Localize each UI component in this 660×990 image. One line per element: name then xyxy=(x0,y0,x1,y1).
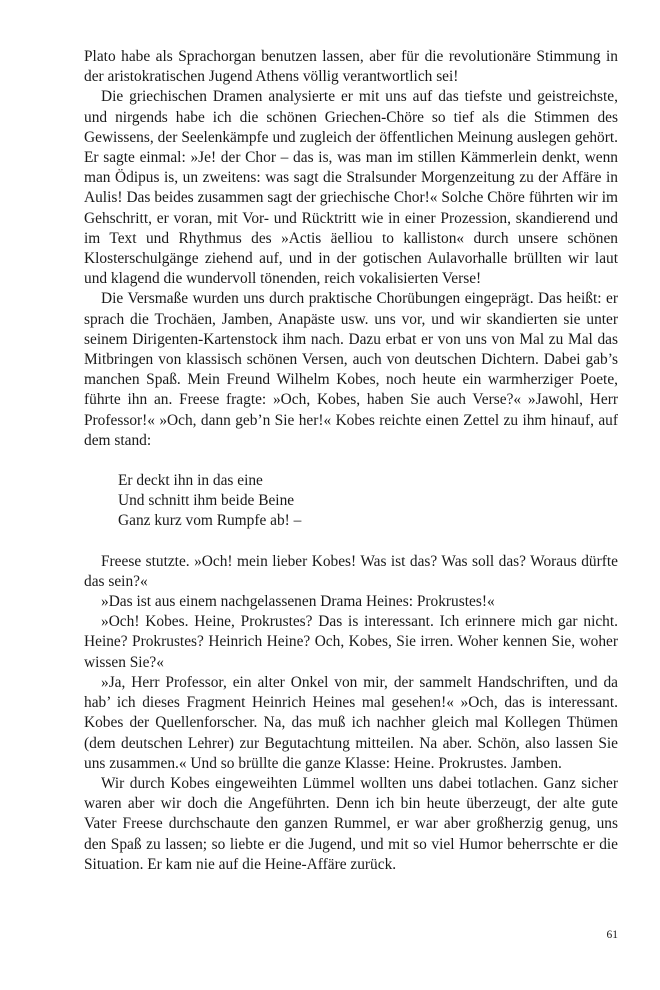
paragraph: Wir durch Kobes eingeweihten Lümmel wollten uns dabei totlachen. Ganz sicher waren aber wir doch die Angeführten. Denn ich bin heute überzeugt, der alte gute Vater Freese durchschaute den ganzen Rummel, er war aber großherzig genug, uns den Spaß zu lassen; so liebte er die Jugend, und mit so viel Humor beherrschte er die Situation. Er kam nie auf die Heine-Affäre zurück. xyxy=(84,774,618,873)
paragraph: Die griechischen Dramen analysierte er mit uns auf das tiefste und geistreichste, und nirgends habe ich die schönen Griechen-Chöre so tief als die Stimmen des Gewissens, der Seelenkämpfe und zugleich der öffentlichen Meinung auslegen gehört. Er sagte einmal: »Je! der Chor – das is, was man im stillen Kämmerlein denkt, wenn man Ödipus is, un zweitens: was sagt die Stralsunder Morgenzeitung zu der Affäre in Aulis! Das beides zusammen sagt der griechische Chor!« Solche Chöre führten wir im Gehschritt, er voran, mit Vor- und Rücktritt wie in einer Prozession, skandierend und im Text und Rhythmus des »Actis äelliou to kalliston« durch unsere schönen Klosterschulgänge ziehend auf, und in der gotischen Aulavorhalle brüllten wir laut und klagend die wundervoll tönenden, reich vokalisierten Verse! xyxy=(84,88,618,288)
paragraph-continued: Plato habe als Sprachorgan benutzen lassen, aber für die revolutionäre Stimmung in der aristokratischen Jugend Athens völlig verantwortlich sei! xyxy=(84,48,618,86)
verse-line: Ganz kurz vom Rumpfe ab! – xyxy=(118,512,302,530)
paragraph: »Och! Kobes. Heine, Prokrustes? Das is interessant. Ich erinnere mich gar nicht. Heine? Prokrustes? Heinrich Heine? Och, Kobes, Sie irren. Woher kennen Sie, woher wissen Sie?« xyxy=(84,613,618,671)
verse-line: Und schnitt ihm beide Beine xyxy=(118,492,295,510)
verse-line: Er deckt ihn in das eine xyxy=(118,472,263,490)
paragraph: Freese stutzte. »Och! mein lieber Kobes! Was ist das? Was soll das? Woraus dürfte das sein?« xyxy=(84,552,618,590)
paragraph: »Ja, Herr Professor, ein alter Onkel von mir, der sammelt Handschriften, und da hab’ ich dieses Fragment Heinrich Heines mal gesehen!« »Och, das is interessant. Kobes der Quellenforscher. Na, das muß ich nachher gleich mal Kollegen Thümen (dem deutschen Lehrer) zur Begutachtung mitteilen. Na aber. Schön, also lassen Sie uns zusammen.« Und so brüllte die ganze Klasse: Heine. Prokrustes. Jamben. xyxy=(84,673,618,772)
page-body xyxy=(84,47,618,875)
paragraph: »Das ist aus einem nachgelassenen Drama Heines: Prokrustes!« xyxy=(101,593,495,611)
paragraph: Die Versmaße wurden uns durch praktische Chorübungen eingeprägt. Das heißt: er sprach die Trochäen, Jamben, Anapäste usw. uns vor, und wir skandierten sie unter seinem Dirigenten-Kartenstock ihm nach. Dazu erbat er von uns von Mal zu Mal das Mitbringen von klassisch schönen Versen, auch von deutschen Dichtern. Dabei gab’s manchen Spaß. Mein Freund Wilhelm Kobes, noch heute ein warmherziger Poete, führte ihn an. Freese fragte: »Och, Kobes, haben Sie auch Verse?« »Jawohl, Herr Professor!« »Och, dann geb’n Sie her!« Kobes reichte einen Zettel zu ihm hinauf, auf dem stand: xyxy=(84,290,618,449)
page-number: 61 xyxy=(606,929,618,941)
verse-quote xyxy=(118,471,618,532)
